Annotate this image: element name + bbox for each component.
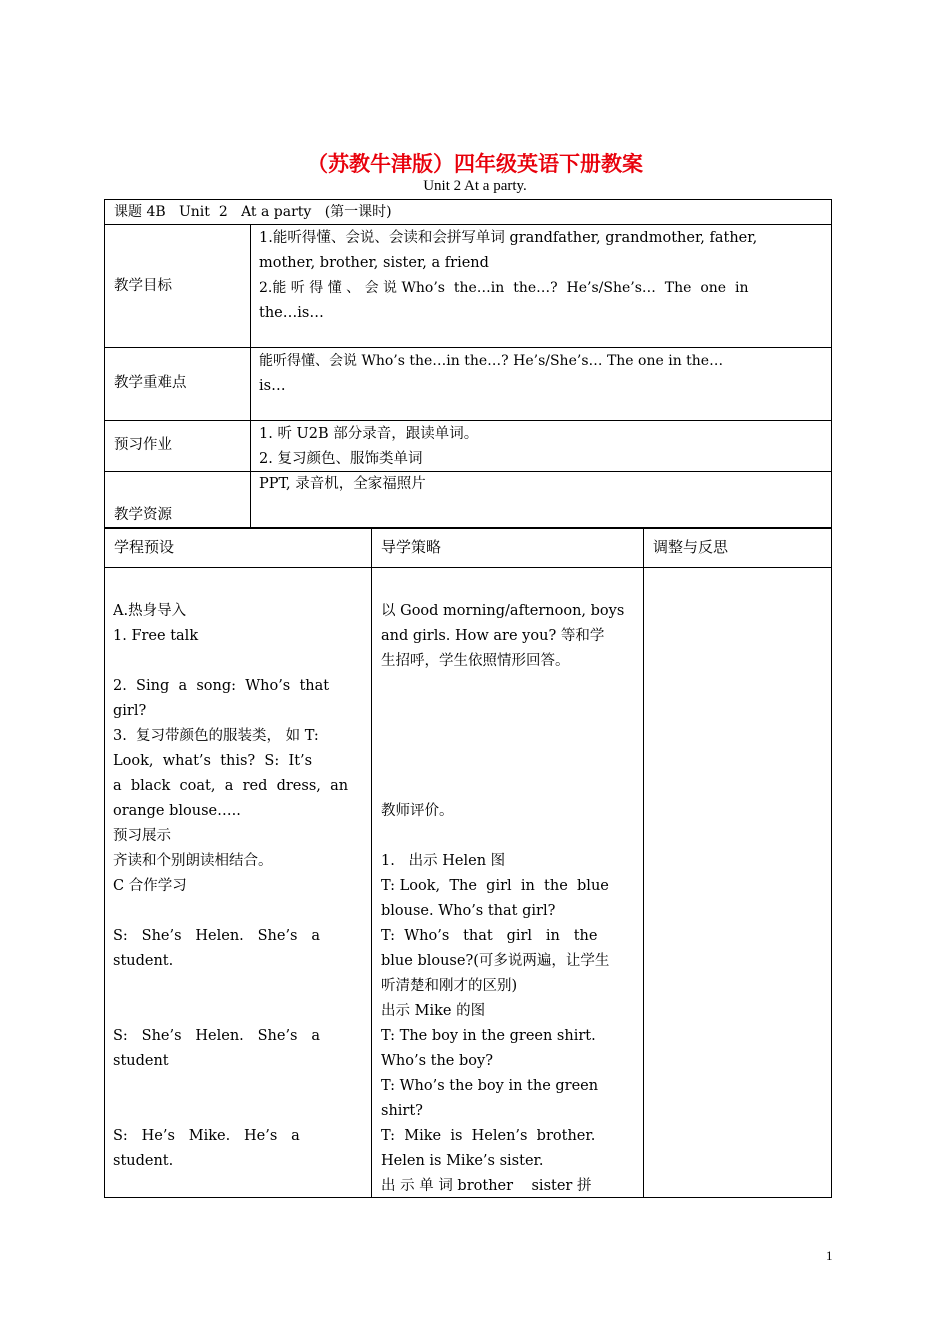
process-line: Look, what’s this? S: It’s — [113, 753, 313, 769]
process-line: 出示 Mike 的图 — [381, 1003, 486, 1019]
process-line — [381, 574, 637, 599]
process-line: 生招呼，学生依照情形回答。 — [381, 653, 570, 669]
homework-line: 2. 复习颜色、服饰类单词 — [259, 451, 423, 467]
process-line — [381, 749, 637, 774]
process-line — [113, 574, 365, 599]
process-line: 听清楚和刚才的区别) — [381, 978, 518, 994]
row-label-resources: 教学资源 — [114, 507, 172, 523]
process-line: student. — [113, 1153, 174, 1169]
process-line: 出 示 单 词 brother sister 拼 — [381, 1178, 592, 1194]
process-line — [113, 1099, 365, 1124]
document-subtitle: Unit 2 At a party. — [423, 178, 527, 194]
process-line: Who’s the boy? — [381, 1053, 493, 1069]
process-line — [113, 974, 365, 999]
process-line — [381, 699, 637, 724]
document-title: （苏教牛津版）四年级英语下册教案 — [307, 152, 643, 176]
process-line — [113, 649, 365, 674]
process-line: student — [113, 1053, 169, 1069]
learning-process-column — [113, 574, 365, 1174]
process-line — [113, 1074, 365, 1099]
process-line: C 合作学习 — [113, 878, 187, 894]
column-header-adjustment-reflection: 调整与反思 — [653, 538, 729, 556]
process-line: blue blouse?(可多说两遍，让学生 — [381, 953, 610, 969]
process-line — [381, 724, 637, 749]
process-line — [381, 674, 637, 699]
lesson-topic: 课题 4B Unit 2 At a party (第一课时) — [114, 204, 392, 220]
process-line: 3. 复习带颜色的服装类， 如 T: — [113, 728, 319, 744]
process-line — [113, 999, 365, 1024]
process-line: orange blouse….. — [113, 803, 241, 819]
process-line: S: He’s Mike. He’s a — [113, 1128, 300, 1144]
process-line: 齐读和个别朗读相结合。 — [113, 853, 273, 869]
process-line — [381, 824, 637, 849]
row-label-key-points: 教学重难点 — [114, 375, 187, 391]
guidance-strategy-column — [381, 574, 637, 1199]
process-line: 1. 出示 Helen 图 — [381, 853, 506, 869]
process-line: blouse. Who’s that girl? — [381, 903, 556, 919]
process-line: 以 Good morning/afternoon, boys — [381, 603, 625, 619]
column-header-learning-process: 学程预设 — [114, 538, 175, 556]
process-line: S: She’s Helen. She’s a — [113, 928, 320, 944]
process-line: Helen is Mike’s sister. — [381, 1153, 544, 1169]
goals-line: 2.能 听 得 懂 、 会 说 Who’s the…in the…? He’s/She’s… The one in — [259, 280, 749, 296]
page-number: 1 — [826, 1248, 833, 1263]
process-line: T: Who’s that girl in the — [381, 928, 598, 944]
process-line — [381, 774, 637, 799]
process-line: 1. Free talk — [113, 628, 199, 644]
preview-homework-content — [259, 422, 825, 472]
process-line: S: She’s Helen. She’s a — [113, 1028, 320, 1044]
process-line: T: The boy in the green shirt. — [381, 1028, 596, 1044]
process-line: T: Look, The girl in the blue — [381, 878, 609, 894]
process-line: T: Who’s the boy in the green — [381, 1078, 599, 1094]
process-line: student. — [113, 953, 174, 969]
key-points-line: 能听得懂、会说 Who’s the…in the…? He’s/She’s… The one in the… — [259, 353, 724, 369]
goals-line: 1.能听得懂、会说、会读和会拼写单词 grandfather, grandmother, father, — [259, 230, 758, 246]
key-points-line: is… — [259, 378, 286, 394]
process-line — [113, 899, 365, 924]
homework-line: 1. 听 U2B 部分录音，跟读单词。 — [259, 426, 479, 442]
process-line: 2. Sing a song: Who’s that — [113, 678, 330, 694]
resources-line: PPT, 录音机，全家福照片 — [259, 476, 426, 492]
process-line: girl? — [113, 703, 147, 719]
row-label-goals: 教学目标 — [114, 278, 172, 294]
column-header-guidance-strategy: 导学策略 — [381, 538, 442, 556]
row-label-preview-homework: 预习作业 — [114, 437, 172, 453]
goals-line: mother, brother, sister, a friend — [259, 255, 489, 271]
resources-content — [259, 472, 825, 497]
process-line: 预习展示 — [113, 828, 171, 844]
key-points-content — [259, 349, 825, 399]
process-line: 教师评价。 — [381, 803, 454, 819]
process-line: A.热身导入 — [113, 603, 187, 619]
goals-content — [259, 226, 825, 326]
process-line: a black coat, a red dress, an — [113, 778, 349, 794]
process-line: T: Mike is Helen’s brother. — [381, 1128, 596, 1144]
goals-line: the…is… — [259, 305, 324, 321]
process-line: shirt? — [381, 1103, 423, 1119]
process-line: and girls. How are you? 等和学 — [381, 628, 605, 644]
